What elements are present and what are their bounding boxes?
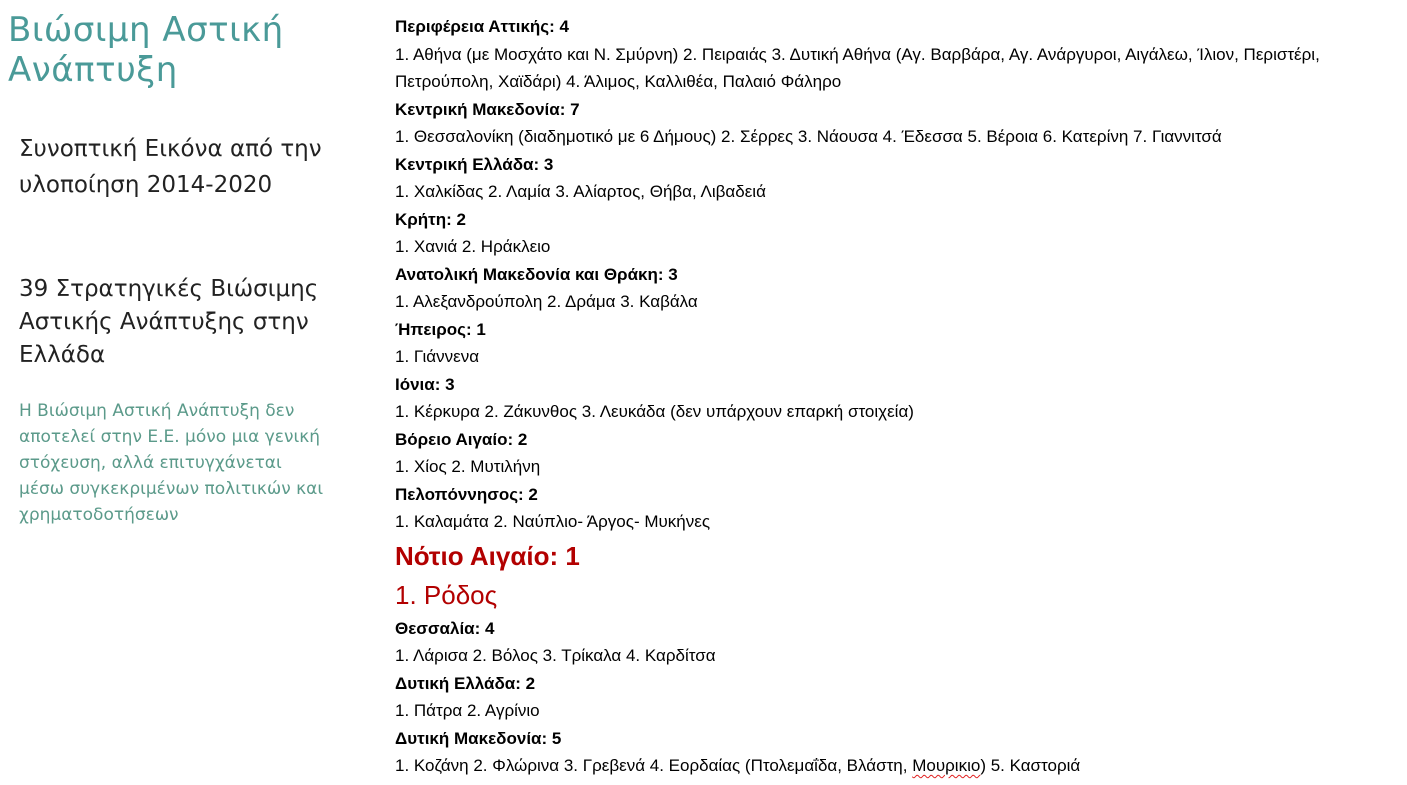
region-list-west-macedonia-part2: ) 5. Καστοριά [980,756,1081,775]
region-list-east-macedonia-thrace: 1. Αλεξανδρούπολη 2. Δράμα 3. Καβάλα [395,292,698,311]
region-heading-central-macedonia: Κεντρική Μακεδονία: 7 [395,99,580,119]
region-heading-west-greece: Δυτική Ελλάδα: 2 [395,673,536,693]
region-list-crete: 1. Χανιά 2. Ηράκλειο [395,237,551,256]
region-heading-west-macedonia: Δυτική Μακεδονία: 5 [395,728,562,748]
region-heading-south-aegean: Νότιο Αιγαίο: 1 [395,540,580,571]
region-heading-attica: Περιφέρεια Αττικής: 4 [395,17,569,36]
region-list-attica: 1. Αθήνα (με Μοσχάτο και Ν. Σμύρνη) 2. Πειραιάς 3. Δυτική Αθήνα (Αγ. Βαρβάρα, Αγ. Ανάργυροι, Αιγάλεω, Ίλιον, Περιστέρι, Πετρούπολη, Χαϊδάρι) 4. Άλιμος, Καλλιθέα, Παλαιό Φάληρο [395,44,1320,91]
page-title: Βιώσιμη Αστική Ανάπτυξη [8,10,284,90]
region-heading-crete: Κρήτη: 2 [395,209,466,229]
strategies-subtitle: 39 Στρατηγικές Βιώσιμης Αστικής Ανάπτυξης στην Ελλάδα [19,276,319,368]
spelling-flagged-word: Μουρικιο [912,756,981,775]
region-list-west-greece: 1. Πάτρα 2. Αγρίνιο [395,701,540,720]
region-heading-central-greece: Κεντρική Ελλάδα: 3 [395,154,554,174]
subtitle: Συνοπτική Εικόνα από την υλοποίηση 2014-2020 [19,136,322,198]
regions-content [395,13,1400,780]
left-panel [0,0,380,785]
region-list-epirus: 1. Γιάννενα [395,347,480,366]
region-list-central-greece: 1. Χαλκίδας 2. Λαμία 3. Αλίαρτος, Θήβα, Λιβαδειά [395,182,766,201]
description-text: Η Βιώσιμη Αστική Ανάπτυξη δεν αποτελεί στην Ε.Ε. μόνο μια γενική στόχευση, αλλά επιτυγχάνεται μέσω συγκεκριμένων πολιτικών και χρηματοδοτήσεων [19,401,324,525]
region-heading-north-aegean: Βόρειο Αιγαίο: 2 [395,429,528,449]
region-heading-epirus: Ήπειρος: 1 [395,319,486,339]
region-list-central-macedonia: 1. Θεσσαλονίκη (διαδημοτικό με 6 Δήμους) 2. Σέρρες 3. Νάουσα 4. Έδεσσα 5. Βέροια 6. Κατερίνη 7. Γιαννιτσά [395,127,1222,146]
region-list-north-aegean: 1. Χίος 2. Μυτιλήνη [395,457,541,476]
region-heading-peloponnese: Πελοπόννησος: 2 [395,484,538,504]
region-list-peloponnese: 1. Καλαμάτα 2. Ναύπλιο- Άργος- Μυκήνες [395,512,711,531]
region-heading-ionian: Ιόνια: 3 [395,374,455,394]
region-list-south-aegean: 1. Ρόδος [395,579,498,610]
region-list-west-macedonia-part1: 1. Κοζάνη 2. Φλώρινα 3. Γρεβενά 4. Εορδαίας (Πτολεμαΐδα, Βλάστη, [395,756,913,775]
region-list-ionian: 1. Κέρκυρα 2. Ζάκυνθος 3. Λευκάδα (δεν υπάρχουν επαρκή στοιχεία) [395,402,914,421]
region-list-thessaly: 1. Λάρισα 2. Βόλος 3. Τρίκαλα 4. Καρδίτσα [395,646,716,665]
region-heading-east-macedonia-thrace: Ανατολική Μακεδονία και Θράκη: 3 [395,264,678,284]
region-list-west-macedonia [395,752,1400,780]
region-heading-thessaly: Θεσσαλία: 4 [395,618,495,638]
